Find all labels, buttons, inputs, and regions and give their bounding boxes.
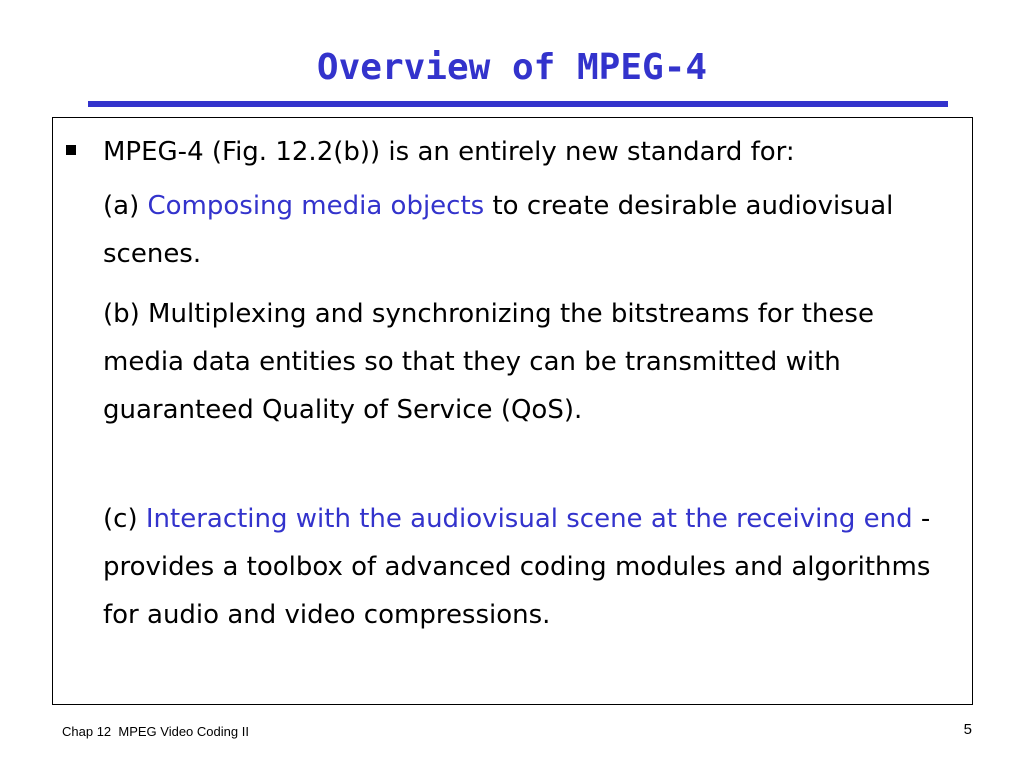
item-c xyxy=(103,495,963,639)
square-bullet-icon xyxy=(66,145,76,155)
footer-chapter: Chap 12 MPEG Video Coding II xyxy=(62,724,249,739)
item-b xyxy=(103,290,963,434)
item-a-prefix: (a) xyxy=(103,191,148,221)
item-a-rest: to create desirable audiovisual scenes. xyxy=(103,191,894,269)
bullet-text: MPEG-4 (Fig. 12.2(b)) is an entirely new standard for: xyxy=(103,137,795,167)
item-c-rest: - provides a toolbox of advanced coding modules and algorithms for audio and video compressions. xyxy=(103,504,931,630)
item-a xyxy=(103,182,963,278)
page-number: 5 xyxy=(963,721,972,738)
item-b-text: (b) Multiplexing and synchronizing the bitstreams for these media data entities so that they can be transmitted with guaranteed Quality of Service (QoS). xyxy=(103,299,874,425)
item-c-prefix: (c) xyxy=(103,504,146,534)
item-c-highlight: Interacting with the audiovisual scene at the receiving end xyxy=(145,504,913,534)
title-underline xyxy=(88,101,948,107)
slide-title: Overview of MPEG-4 xyxy=(316,47,708,88)
item-a-highlight: Composing media objects xyxy=(147,191,485,221)
